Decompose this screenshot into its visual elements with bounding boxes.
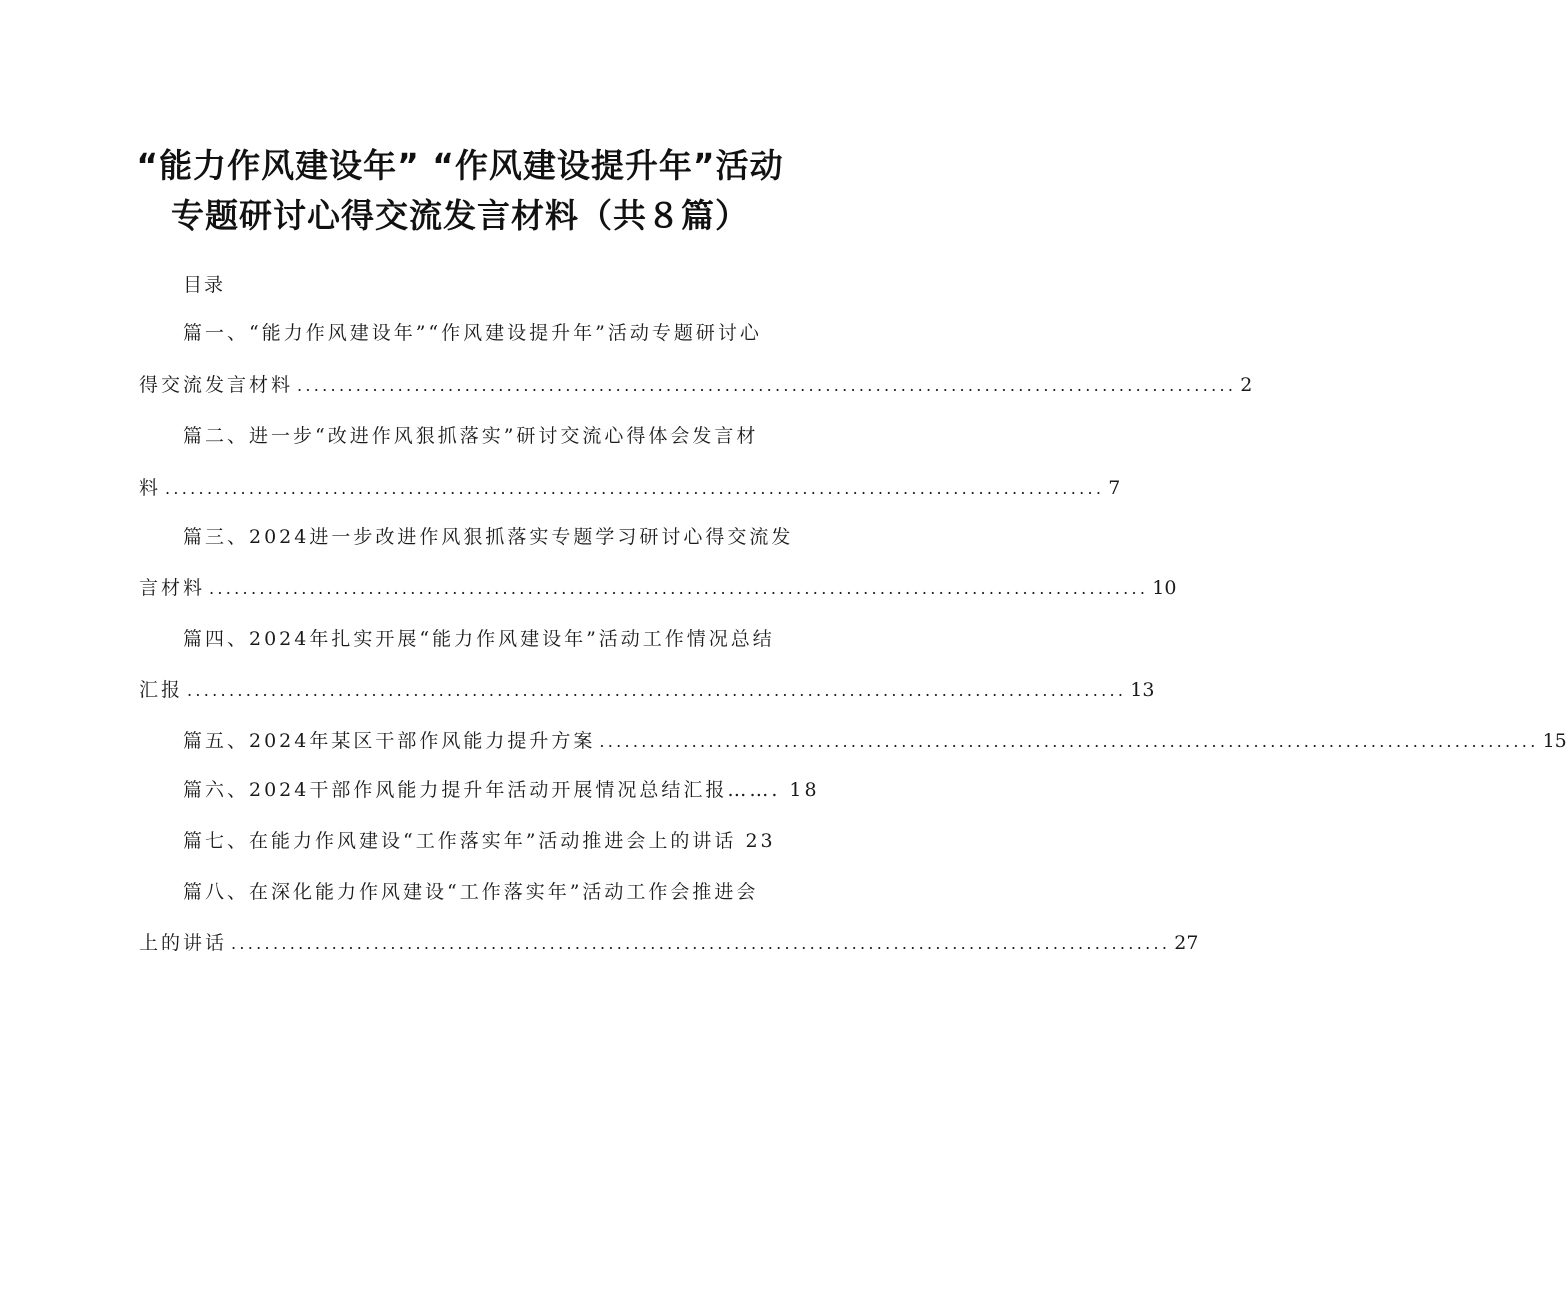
toc-entry-8-page: 27 (1174, 932, 1199, 954)
toc-entry-2-text: 料 (139, 477, 162, 499)
dot-leader: ................................................................................................................ (297, 376, 1237, 395)
dot-leader: ................................................................................................................ (231, 934, 1171, 953)
toc-entry-4-line-2[interactable] (139, 677, 1155, 704)
toc-entry-3-page: 10 (1152, 577, 1177, 599)
toc-entry-2-line-2[interactable] (139, 475, 1121, 502)
toc-entry-1-page: 2 (1240, 374, 1253, 396)
toc-entry-5-page: 15 (1542, 730, 1567, 752)
toc-entry-1-text: 得交流发言材料 (139, 374, 294, 396)
document-title-line-1: “能力作风建设年” “作风建设提升年”活动 (136, 146, 784, 185)
dot-leader: ................................................................................................................ (209, 579, 1149, 598)
toc-entry-6[interactable]: 篇六、2024干部作风能力提升年活动开展情况总结汇报……. 18 (183, 779, 820, 801)
dot-leader: ................................................................................................................ (165, 479, 1105, 498)
toc-entry-4-text: 汇报 (139, 679, 184, 701)
toc-entry-4-line-1[interactable]: 篇四、2024年扎实开展“能力作风建设年”活动工作情况总结 (183, 628, 775, 650)
toc-entry-1-line-1[interactable]: 篇一、“能力作风建设年”“作风建设提升年”活动专题研讨心 (183, 322, 762, 344)
toc-entry-8-line-1[interactable]: 篇八、在深化能力作风建设“工作落实年”活动工作会推进会 (183, 881, 759, 903)
toc-entry-3-line-2[interactable] (139, 575, 1177, 602)
toc-entry-2-line-1[interactable]: 篇二、进一步“改进作风狠抓落实”研讨交流心得体会发言材 (183, 425, 759, 447)
dot-leader: ................................................................................................................ (187, 681, 1127, 700)
toc-entry-5-text: 篇五、2024年某区干部作风能力提升方案 (183, 730, 596, 752)
toc-entry-8-text: 上的讲话 (139, 932, 228, 954)
dot-leader: ................................................................................................................ (599, 732, 1539, 751)
toc-entry-3-text: 言材料 (139, 577, 206, 599)
toc-entry-7[interactable]: 篇七、在能力作风建设“工作落实年”活动推进会上的讲话 23 (183, 830, 776, 852)
toc-heading: 目录 (183, 274, 226, 296)
toc-entry-8-line-2[interactable] (139, 930, 1199, 957)
toc-entry-1-line-2[interactable] (139, 372, 1253, 399)
toc-entry-5[interactable] (183, 728, 1567, 755)
toc-entry-2-page: 7 (1108, 477, 1121, 499)
toc-entry-3-line-1[interactable]: 篇三、2024进一步改进作风狠抓落实专题学习研讨心得交流发 (183, 526, 794, 548)
document-title-line-2: 专题研讨心得交流发言材料（共８篇） (171, 196, 749, 235)
toc-entry-4-page: 13 (1130, 679, 1155, 701)
